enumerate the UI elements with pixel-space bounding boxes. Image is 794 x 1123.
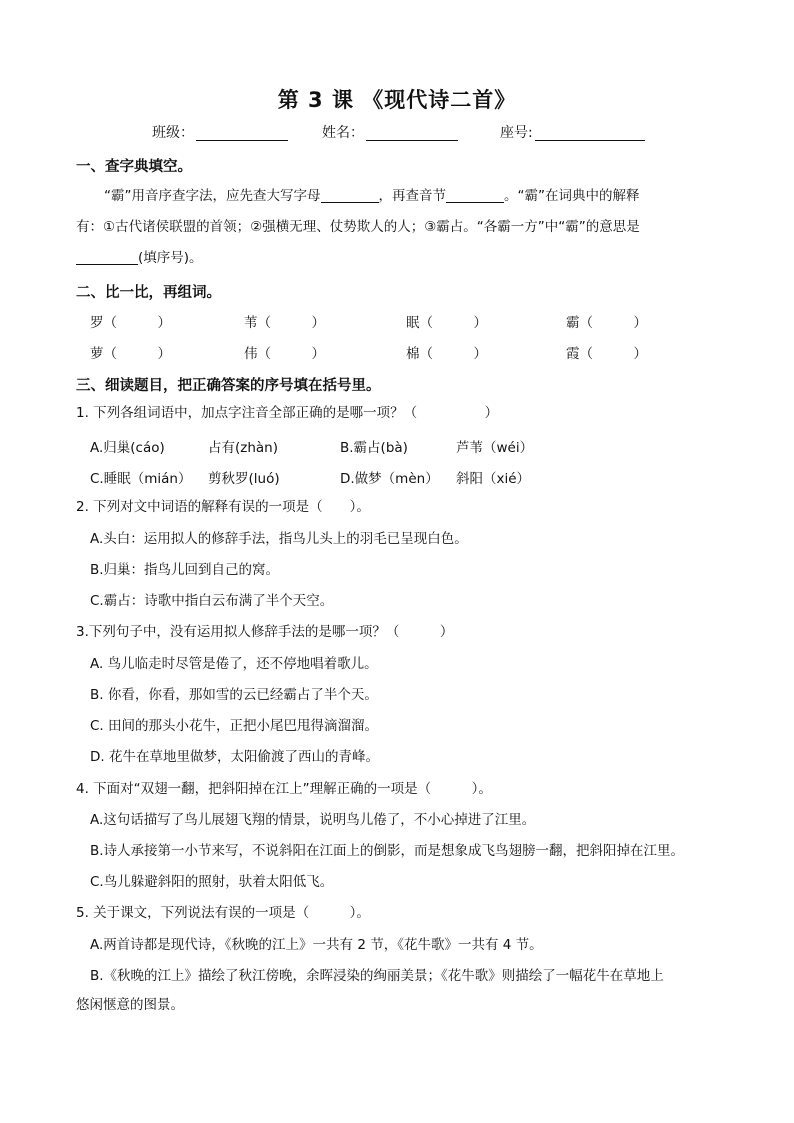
seat-blank[interactable]	[535, 126, 645, 141]
question-1: 1. 下列各组词语中，加点字注音全部正确的是哪一项？（ ）	[76, 405, 499, 421]
q3-option[interactable]: A. 鸟儿临走时尽管是倦了，还不停地唱着歌儿。	[90, 656, 378, 672]
word-item[interactable]: 霞（ ）	[566, 346, 647, 362]
word-item[interactable]: 罗（ ）	[90, 315, 171, 331]
q3-option[interactable]: B. 你看，你看，那如雪的云已经霸占了半个天。	[90, 687, 378, 703]
question-2: 2. 下列对文中词语的解释有误的一项是（ ）。	[76, 499, 370, 515]
seat-label: 座号:	[500, 125, 533, 141]
seat-field	[500, 122, 645, 142]
q1-option[interactable]: C.睡眠（mián）	[90, 471, 192, 487]
section1-line3	[76, 249, 203, 267]
section1-text-c: 。“霸”在词典中的解释	[504, 188, 640, 204]
q4-option[interactable]: C.鸟儿躲避斜阳的照射，驮着太阳低飞。	[90, 874, 334, 890]
word-item[interactable]: 棉（ ）	[406, 346, 487, 362]
q5-option[interactable]: A.两首诗都是现代诗，《秋晚的江上》一共有 2 节，《花牛歌》一共有 4 节。	[90, 937, 543, 953]
q1-option[interactable]: 斜阳（xié）	[456, 471, 531, 487]
meaning-blank[interactable]	[76, 252, 138, 265]
q5-option[interactable]: B.《秋晚的江上》描绘了秋江傍晚，余晖浸染的绚丽美景；《花牛歌》则描绘了一幅花牛在草地上	[90, 968, 664, 984]
q1-option[interactable]: B.霸占(bà)	[340, 440, 408, 456]
q1-option[interactable]: D.做梦（mèn）	[340, 471, 439, 487]
word-item[interactable]: 苇（ ）	[244, 315, 325, 331]
class-field	[152, 122, 288, 142]
question-4: 4. 下面对“双翅一翻，把斜阳掉在江上”理解正确的一项是（ ）。	[76, 781, 492, 797]
q2-option[interactable]: C.霸占：诗歌中指白云布满了半个天空。	[90, 593, 334, 609]
q4-option[interactable]: B.诗人承接第一小节来写，不说斜阳在江面上的倒影，而是想象成飞鸟翅膀一翻，把斜阳掉在江里。	[90, 843, 685, 859]
syllable-blank[interactable]	[446, 190, 504, 203]
q3-option[interactable]: D. 花牛在草地里做梦，太阳偷渡了西山的青峰。	[90, 749, 379, 765]
section1-text-a: “霸”用音序查字法，应先查大写字母	[104, 188, 321, 204]
q2-option[interactable]: A.头白：运用拟人的修辞手法，指鸟儿头上的羽毛已呈现白色。	[90, 531, 468, 547]
question-3: 3.下列句子中，没有运用拟人修辞手法的是哪一项？（ ）	[76, 624, 454, 640]
class-blank[interactable]	[196, 126, 288, 141]
letter-blank[interactable]	[321, 190, 379, 203]
q1-option[interactable]: 剪秋罗(luó)	[208, 471, 280, 487]
q3-option[interactable]: C. 田间的那头小花牛，正把小尾巴甩得滴溜溜。	[90, 718, 379, 734]
word-item[interactable]: 伟（ ）	[244, 346, 325, 362]
q1-option[interactable]: 占有(zhàn)	[208, 440, 279, 456]
name-label: 姓名：	[322, 125, 364, 141]
word-item[interactable]: 萝（ ）	[90, 346, 171, 362]
word-item[interactable]: 霸（ ）	[566, 315, 647, 331]
section3-heading: 三、细读题目，把正确答案的序号填在括号里。	[76, 378, 381, 394]
name-field	[322, 122, 458, 142]
q5-option-continued: 悠闲惬意的图景。	[76, 997, 184, 1013]
section1-line2: 有：①古代诸侯联盟的首领；②强横无理、仗势欺人的人；③霸占。“各霸一方”中“霸”的意思是	[76, 219, 640, 235]
class-label: 班级：	[152, 125, 194, 141]
page-title: 第 3 课 《现代诗二首》	[277, 88, 517, 112]
q2-option[interactable]: B.归巢：指鸟儿回到自己的窝。	[90, 562, 280, 578]
section1-text-d: (填序号)。	[138, 250, 203, 266]
section1-line1	[104, 187, 640, 205]
section2-heading: 二、比一比，再组词。	[76, 285, 221, 301]
question-5: 5. 关于课文，下列说法有误的一项是（ ）。	[76, 905, 370, 921]
word-item[interactable]: 眠（ ）	[406, 315, 487, 331]
q4-option[interactable]: A.这句话描写了鸟儿展翅飞翔的情景，说明鸟儿倦了，不小心掉进了江里。	[90, 812, 536, 828]
name-blank[interactable]	[366, 126, 458, 141]
q1-option[interactable]: 芦苇（wéi）	[456, 440, 534, 456]
section1-heading: 一、查字典填空。	[76, 159, 192, 175]
q1-option[interactable]: A.归巢(cáo)	[90, 440, 165, 456]
section1-text-b: ，再查音节	[378, 188, 446, 204]
